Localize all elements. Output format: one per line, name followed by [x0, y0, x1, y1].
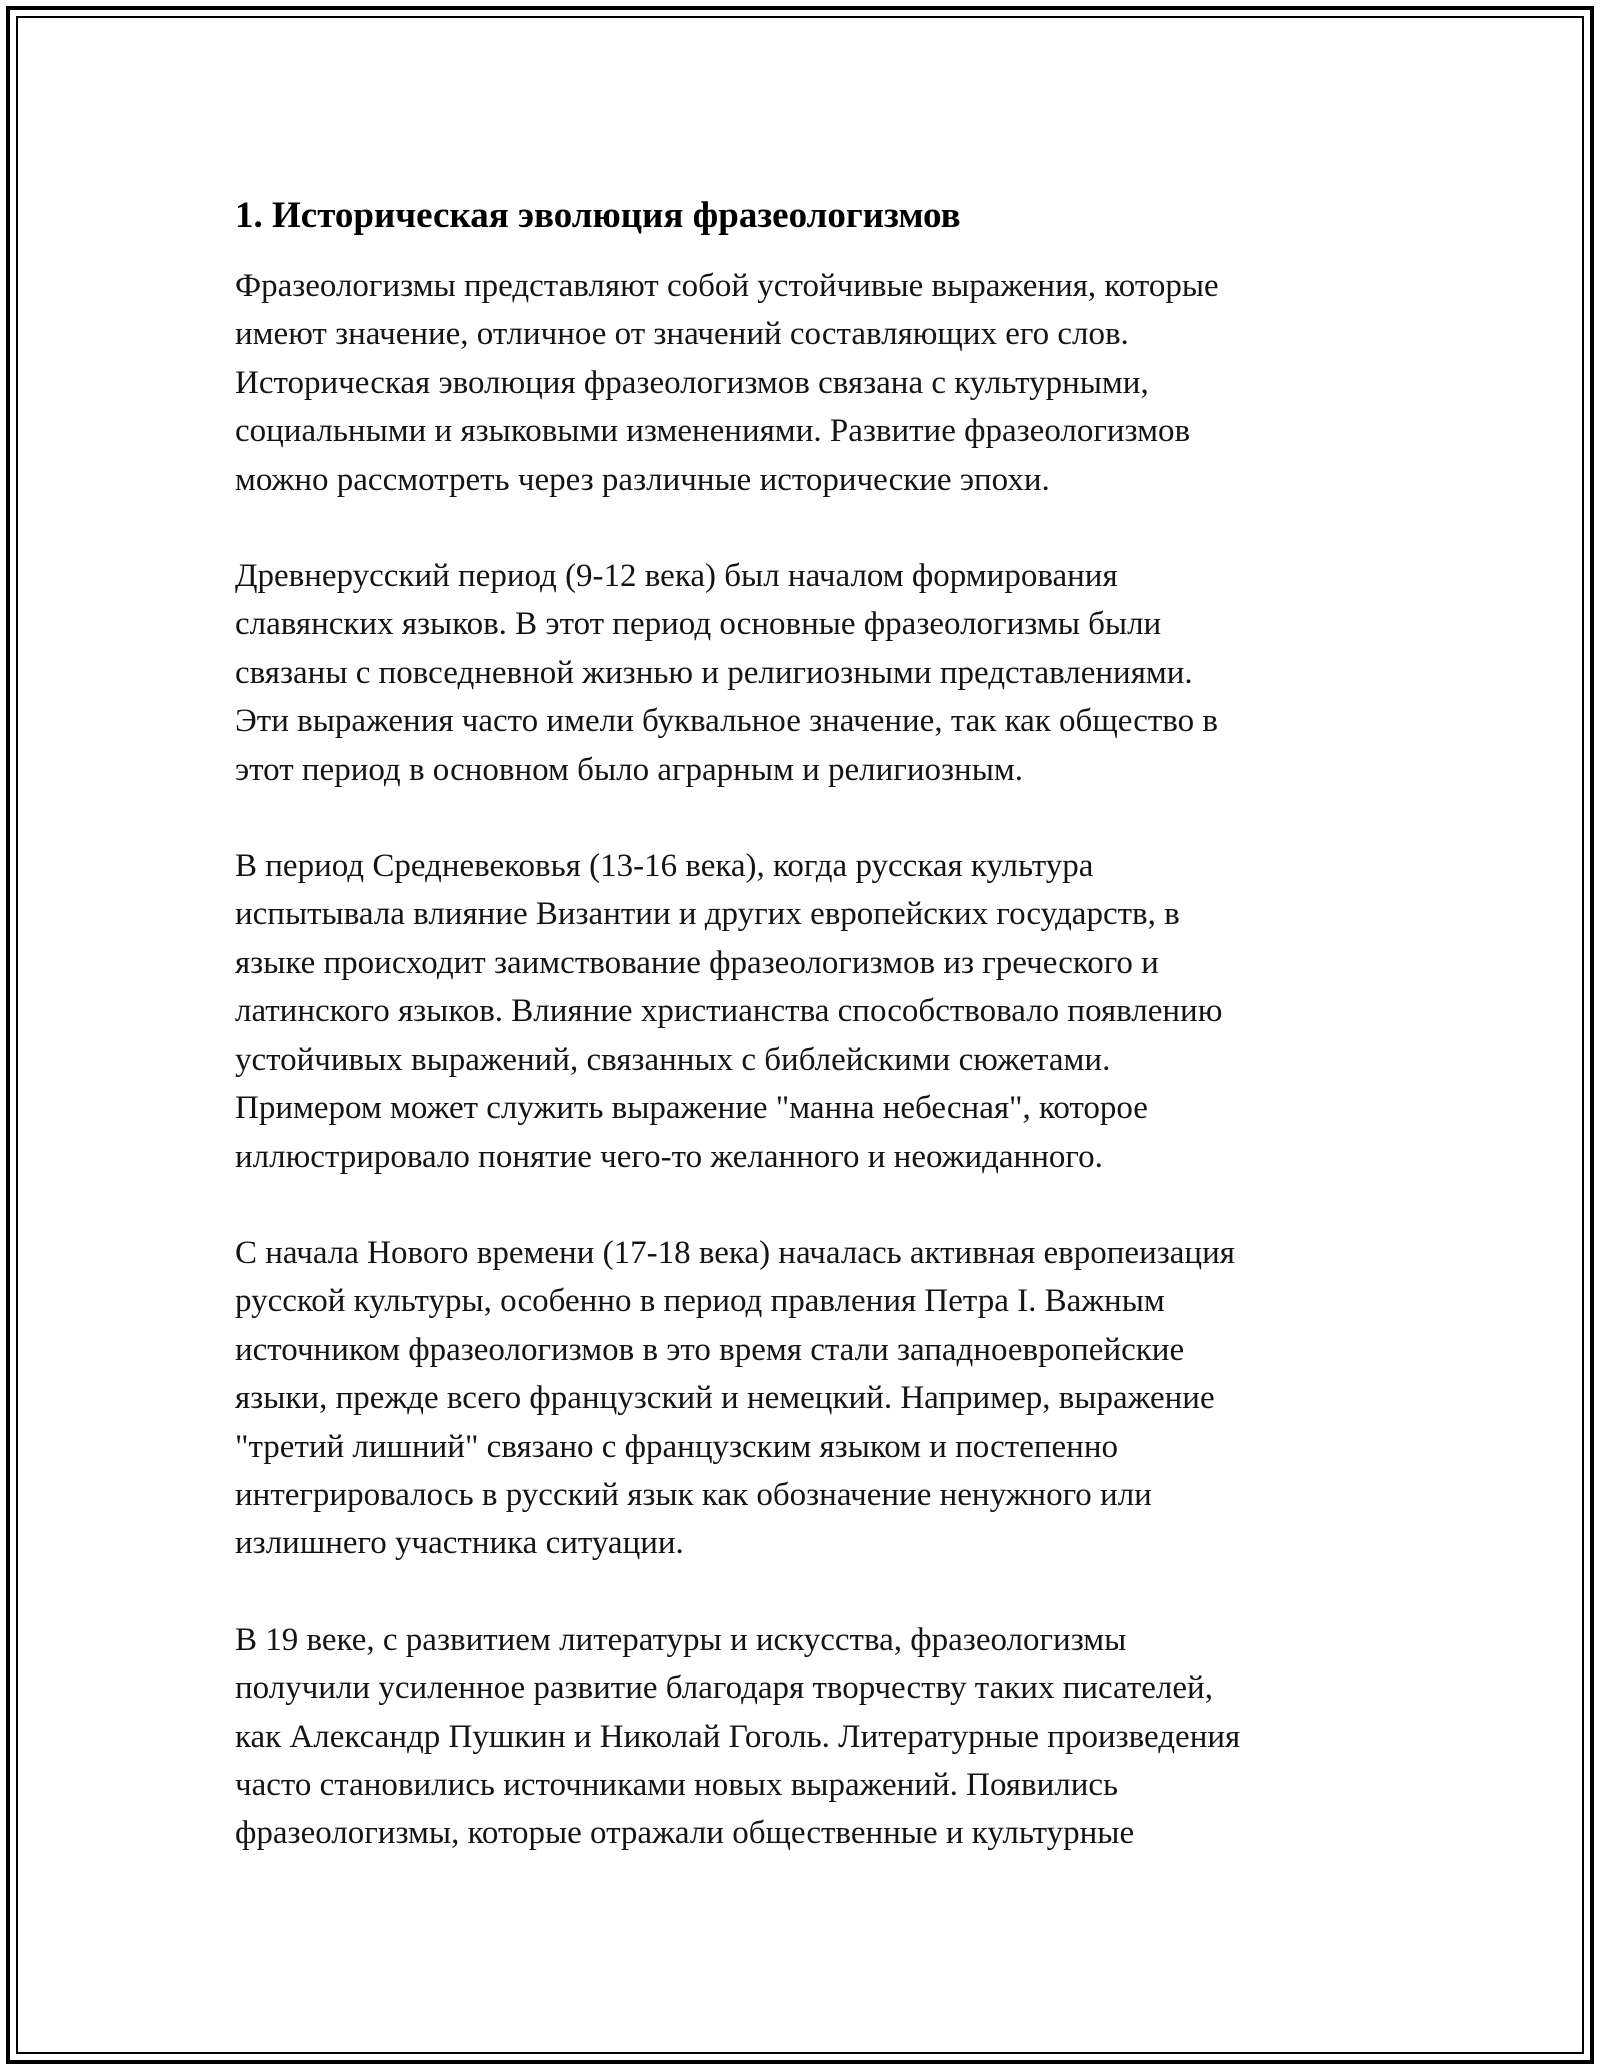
paragraph	[235, 842, 1375, 1181]
paragraph-line: излишнего участника ситуации.	[235, 1525, 684, 1562]
paragraph-line: языке происходит заимствование фразеологизмов из греческого и	[235, 944, 1159, 981]
paragraph-line: связаны с повседневной жизнью и религиозными представлениями.	[235, 654, 1193, 691]
paragraph-line: Примером может служить выражение "манна небесная", которое	[235, 1090, 1148, 1127]
paragraph-line: часто становились источниками новых выражений. Появились	[235, 1766, 1119, 1803]
paragraph-line: имеют значение, отличное от значений составляющих его слов.	[235, 316, 1129, 353]
document-content	[235, 188, 1375, 1906]
paragraph-line: Фразеологизмы представляют собой устойчивые выражения, которые	[235, 268, 1219, 304]
paragraph-line: этот период в основном было аграрным и религиозным.	[235, 751, 1024, 788]
section-heading: 1. Историческая эволюция фразеологизмов	[235, 195, 961, 236]
paragraph-line: фразеологизмы, которые отражали общественные и культурные	[235, 1815, 1135, 1852]
paragraph	[235, 1616, 1375, 1858]
paragraph-line: языки, прежде всего французский и немецкий. Например, выражение	[235, 1380, 1215, 1417]
paragraph-line: социальными и языковыми изменениями. Развитие фразеологизмов	[235, 413, 1191, 450]
paragraph	[235, 1229, 1375, 1568]
paragraph-line: "третий лишний" связано с французским языком и постепенно	[235, 1428, 1118, 1465]
paragraph-line: источником фразеологизмов в это время стали западноевропейские	[235, 1331, 1185, 1368]
paragraph-line: С начала Нового времени (17-18 века) началась активная европеизация	[235, 1234, 1235, 1271]
paragraph-line: можно рассмотреть через различные исторические эпохи.	[235, 461, 1050, 498]
paragraph-line: Эти выражения часто имели буквальное значение, так как общество в	[235, 703, 1218, 740]
paragraph-line: славянских языков. В этот период основные фразеологизмы были	[235, 606, 1162, 643]
paragraph-line: В 19 веке, с развитием литературы и искусства, фразеологизмы	[235, 1621, 1127, 1658]
paragraph-line: Древнерусский период (9-12 века) был началом формирования	[235, 558, 1118, 595]
paragraph-line: иллюстрировало понятие чего-то желанного и неожиданного.	[235, 1138, 1103, 1175]
paragraph-line: русской культуры, особенно в период правления Петра I. Важным	[235, 1283, 1165, 1320]
paragraph	[235, 552, 1375, 794]
paragraphs-container	[235, 262, 1375, 1858]
paragraph-line: устойчивых выражений, связанных с библейскими сюжетами.	[235, 1041, 1111, 1078]
paragraph	[235, 262, 1375, 504]
paragraph-line: получили усиленное развитие благодаря творчеству таких писателей,	[235, 1670, 1213, 1707]
paragraph-line: интегрировалось в русский язык как обозначение ненужного или	[235, 1476, 1152, 1513]
paragraph-line: В период Средневековья (13-16 века), когда русская культура	[235, 848, 1094, 885]
paragraph-line: как Александр Пушкин и Николай Гоголь. Литературные произведения	[235, 1718, 1241, 1755]
paragraph-line: Историческая эволюция фразеологизмов связана с культурными,	[235, 364, 1149, 401]
paragraph-line: латинского языков. Влияние христианства способствовало появлению	[235, 993, 1223, 1030]
paragraph-line: испытывала влияние Византии и других европейских государств, в	[235, 896, 1180, 933]
